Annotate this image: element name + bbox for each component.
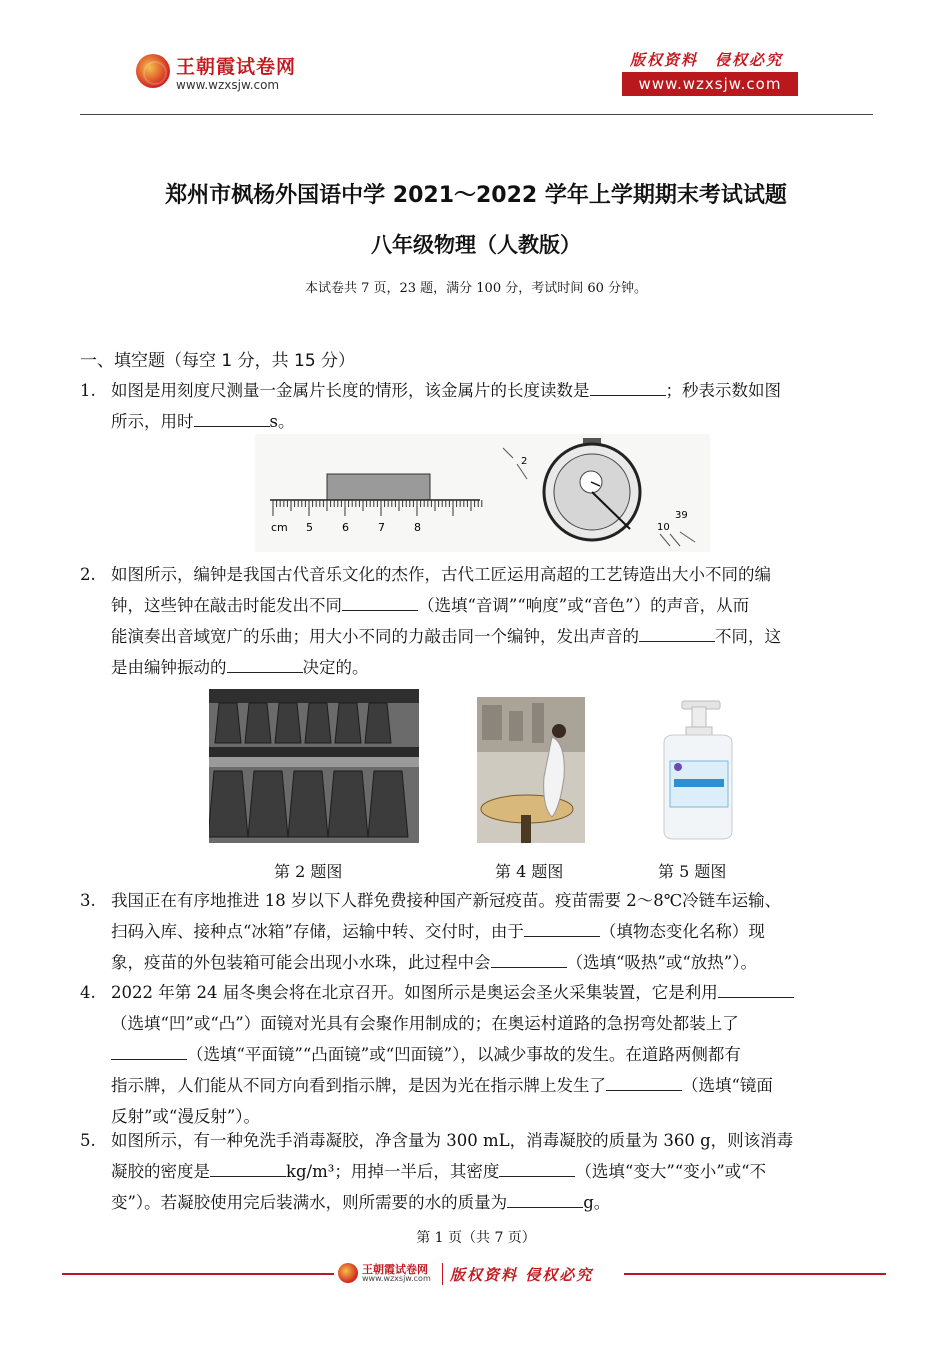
answer-blank[interactable]: [491, 949, 567, 968]
ruler-stopwatch-figure: [255, 434, 710, 552]
bianzhong-bells-photo: [209, 689, 419, 843]
question-text: 不同，这: [715, 627, 781, 646]
answer-blank[interactable]: [606, 1072, 682, 1091]
torch-lighting-photo: [477, 697, 585, 843]
question-text: （选填“变大”“变小”或“不: [575, 1162, 767, 1181]
metal-strip: [327, 474, 430, 500]
question-text: （选填“凹”或“凸”）面镜对光具有会聚作用制成的；在奥运村道路的急拐弯处都装上了: [111, 1014, 739, 1033]
question-number: 2.: [80, 565, 96, 584]
header-divider: [80, 114, 873, 115]
question-text: 2022 年第 24 届冬奥会将在北京召开。如图所示是奥运会圣火采集装置，它是利用: [111, 983, 718, 1002]
site-url-badge: www.wzxsjw.com: [622, 72, 798, 96]
footer-divider: [624, 1273, 886, 1275]
logo-name: 王朝霞试卷网: [176, 56, 297, 78]
answer-blank[interactable]: [227, 654, 303, 673]
hand-sanitizer-photo: [652, 697, 744, 843]
ruler-tick-label: 6: [342, 521, 349, 534]
answer-blank[interactable]: [194, 408, 270, 427]
footer-separator: [442, 1263, 443, 1285]
question-text: 指示牌，人们能从不同方向看到指示牌，是因为光在指示牌上发生了: [111, 1076, 606, 1095]
question-1: [80, 375, 875, 437]
question-text: （填物态变化名称）现: [599, 922, 765, 941]
question-text: ；秒表示数如图: [665, 381, 781, 400]
ruler-tick-label: 7: [378, 521, 385, 534]
ruler-unit-label: cm: [271, 521, 288, 534]
stopwatch-mark: 39: [675, 510, 688, 521]
logo-url: www.wzxsjw.com: [176, 78, 280, 92]
section-heading: 一、填空题（每空 1 分，共 15 分）: [80, 351, 356, 371]
footer-divider: [62, 1273, 334, 1275]
question-text: 如图所示，有一种免洗手消毒凝胶，净含量为 300 mL，消毒凝胶的质量为 360 g，则该消毒: [111, 1131, 794, 1150]
answer-blank[interactable]: [590, 377, 666, 396]
footer-logo-url: www.wzxsjw.com: [362, 1274, 431, 1283]
site-logo: [136, 52, 336, 96]
figure-caption: 第 5 题图: [658, 862, 727, 881]
question-text: kg/m³；用掉一半后，其密度: [286, 1162, 500, 1181]
answer-blank[interactable]: [639, 623, 715, 642]
question-text: 是由编钟振动的: [111, 658, 227, 677]
answer-blank[interactable]: [499, 1158, 575, 1177]
question-text: 决定的。: [302, 658, 369, 677]
footer-logo-name: 王朝霞试卷网: [362, 1263, 428, 1276]
answer-blank[interactable]: [718, 979, 794, 998]
question-text: 如图所示，编钟是我国古代音乐文化的杰作，古代工匠运用高超的工艺铸造出大小不同的编: [111, 565, 771, 584]
answer-blank[interactable]: [210, 1158, 286, 1177]
ruler-tick-label: 8: [414, 521, 421, 534]
footer-badge-icon: [338, 1263, 358, 1283]
question-5: [80, 1125, 875, 1218]
footer-slogan: 版权资料 侵权必究: [450, 1266, 594, 1284]
question-text: 凝胶的密度是: [111, 1162, 210, 1181]
logo-badge-icon: [136, 54, 170, 88]
answer-blank[interactable]: [111, 1041, 187, 1060]
answer-blank[interactable]: [507, 1189, 583, 1208]
stopwatch-mark: 2: [521, 456, 528, 467]
copyright-slogan: 版权资料 侵权必究: [630, 51, 784, 69]
ruler-tick-label: 5: [306, 521, 313, 534]
question-text: （选填“平面镜”“凸面镜”或“凹面镜”），以减少事故的发生。在道路两侧都有: [187, 1045, 741, 1064]
footer-logo: [334, 1261, 624, 1287]
figure-caption: 第 2 题图: [274, 862, 343, 881]
exam-note: 本试卷共 7 页，23 题，满分 100 分，考试时间 60 分钟。: [304, 281, 648, 296]
answer-blank[interactable]: [342, 592, 418, 611]
stopwatch-mark: 10: [657, 522, 670, 533]
question-text: （选填“音调”“响度”或“音色”）的声音，从而: [418, 596, 750, 615]
question-2: [80, 559, 875, 683]
question-text: 我国正在有序地推进 18 岁以下人群免费接种国产新冠疫苗。疫苗需要 2～8℃冷链车运输、: [111, 891, 782, 910]
question-text: g。: [583, 1193, 611, 1212]
question-text: （选填“镜面: [682, 1076, 773, 1095]
question-3: [80, 885, 875, 978]
question-text: 能演奏出音域宽广的乐曲；用大小不同的力敲击同一个编钟，发出声音的: [111, 627, 639, 646]
question-text: （选填“吸热”或“放热”）。: [566, 953, 757, 972]
question-number: 1.: [80, 381, 96, 400]
question-number: 3.: [80, 891, 96, 910]
question-number: 5.: [80, 1131, 96, 1150]
answer-blank[interactable]: [524, 918, 600, 937]
question-4: [80, 977, 875, 1132]
exam-subtitle: 八年级物理（人教版）: [371, 233, 581, 257]
question-text: 变”）。若凝胶使用完后装满水，则所需要的水的质量为: [111, 1193, 508, 1212]
question-text: 如图是用刻度尺测量一金属片长度的情形，该金属片的长度读数是: [111, 381, 590, 400]
question-text: s。: [269, 412, 295, 431]
question-text: 钟，这些钟在敲击时能发出不同: [111, 596, 342, 615]
page-number: 第 1 页（共 7 页）: [416, 1230, 536, 1246]
figure-caption: 第 4 题图: [495, 862, 564, 881]
exam-title: 郑州市枫杨外国语中学 2021～2022 学年上学期期末考试试题: [165, 183, 787, 208]
question-number: 4.: [80, 983, 96, 1002]
question-text: 所示，用时: [111, 412, 194, 431]
question-text: 反射”或“漫反射”）。: [111, 1107, 261, 1126]
question-text: 象，疫苗的外包装箱可能会出现小水珠，此过程中会: [111, 953, 491, 972]
question-text: 扫码入库、接种点“冰箱”存储，运输中转、交付时，由于: [111, 922, 524, 941]
